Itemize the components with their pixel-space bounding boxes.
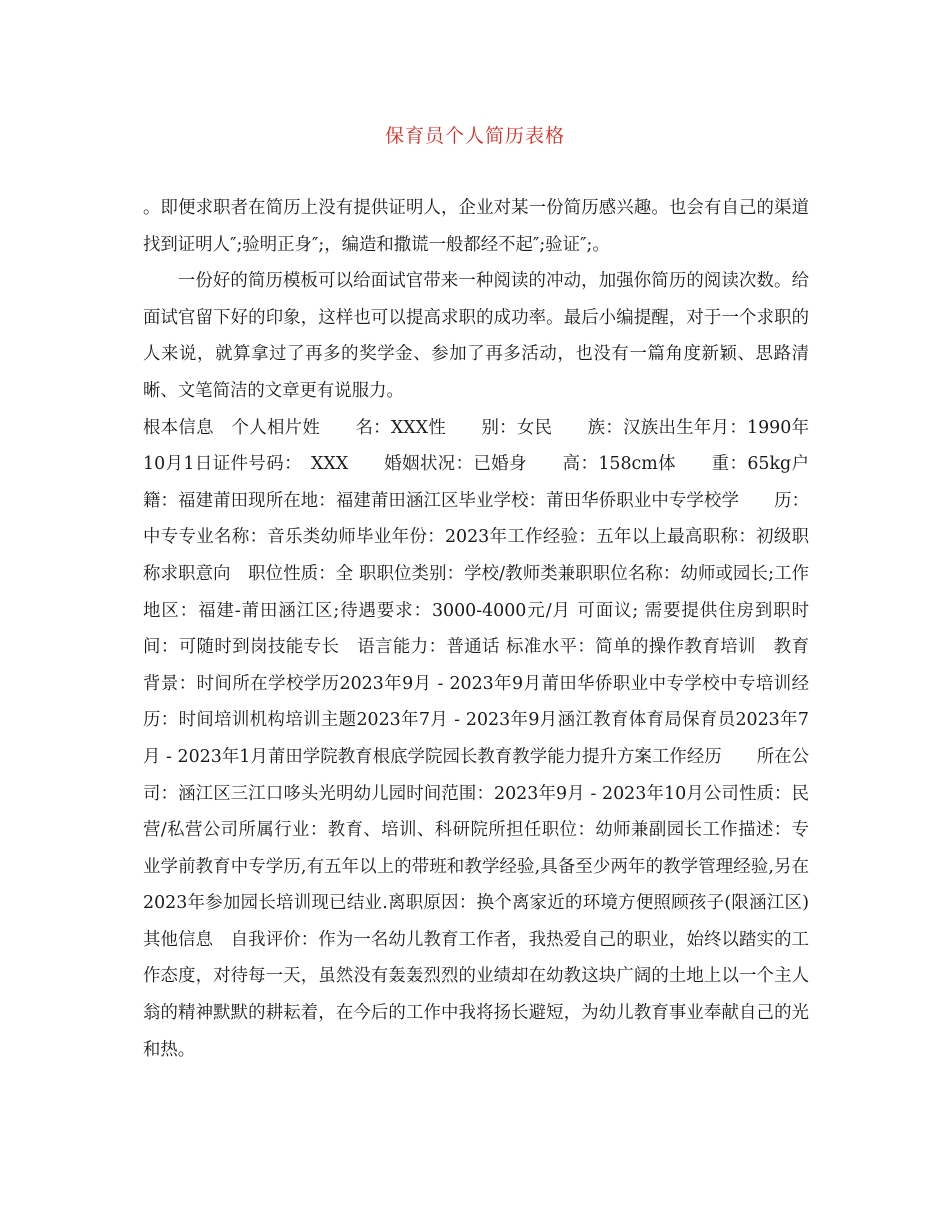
paragraph-reference-check: 。即便求职者在简历上没有提供证明人，企业对某一份简历感兴趣。也会有自己的渠道找到证明人″;验明正身″;，编造和撒谎一般都经不起″;验证″;。 (143, 198, 809, 255)
paragraph-resume-details: 根本信息 个人相片姓 名：XXX性 别：女民 族：汉族出生年月：1990年10月1日证件号码： XXX 婚姻状况：已婚身 高：158cm体 重：65kg户 籍：福建莆田现所在地：福建莆田涵江区毕业学校：莆田华侨职业中专学校学 历：中专专业名称：音乐类幼师毕业年份：2023年工作经验：五年以上最高职称：初级职称求职意向 职位性质：全 职职位类别：学校/教师类兼职职位名称：幼师或园长;工作地区：福建-莆田涵江区;待遇要求：3000-4000元/月 可面议; 需要提供住房到职时间：可随时到岗技能专长 语言能力：普通话 标准水平：简单的操作教育培训 教育背景：时间所在学校学历2023年9月 - 2023年9月莆田华侨职业中专学校中专培训经历：时间培训机构培训主题2023年7月 - 2023年9月涵江教育体育局保育员2023年7月 - 2023年1月莆田学院教育根底学院园长教育教学能力提升方案工作经历 所在公司：涵江区三江口哆头光明幼儿园时间范围：2023年9月 - 2023年10月公司性质：民营/私营公司所属行业：教育、培训、科研院所担任职位：幼师兼副园长工作描述：专业学前教育中专学历,有五年以上的带班和教学经验,具备至少两年的教学管理经验,另在2023年参加园长培训现已结业.离职原因：换个离家近的环境方便照顾孩子(限涵江区)其他信息 自我评价：作为一名幼儿教育工作者，我热爱自己的职业，始终以踏实的工作态度，对待每一天，虽然没有轰轰烈烈的业绩却在幼教这块广阔的土地上以一个主人翁的精神默默的耕耘着，在今后的工作中我将扬长避短，为幼儿教育事业奉献自己的光和热。 (143, 417, 844, 1060)
document-title: 保育员个人简历表格 (384, 125, 565, 147)
document-body (143, 190, 844, 1068)
paragraph-resume-template-advice: 一份好的简历模板可以给面试官带来一种阅读的冲动，加强你简历的阅读次数。给面试官留下好的印象，这样也可以提高求职的成功率。最后小编提醒，对于一个求职的人来说，就算拿过了再多的奖学金、参加了再多活动，也没有一篇角度新颖、思路清晰、文笔简洁的文章更有说服力。 (143, 271, 809, 401)
